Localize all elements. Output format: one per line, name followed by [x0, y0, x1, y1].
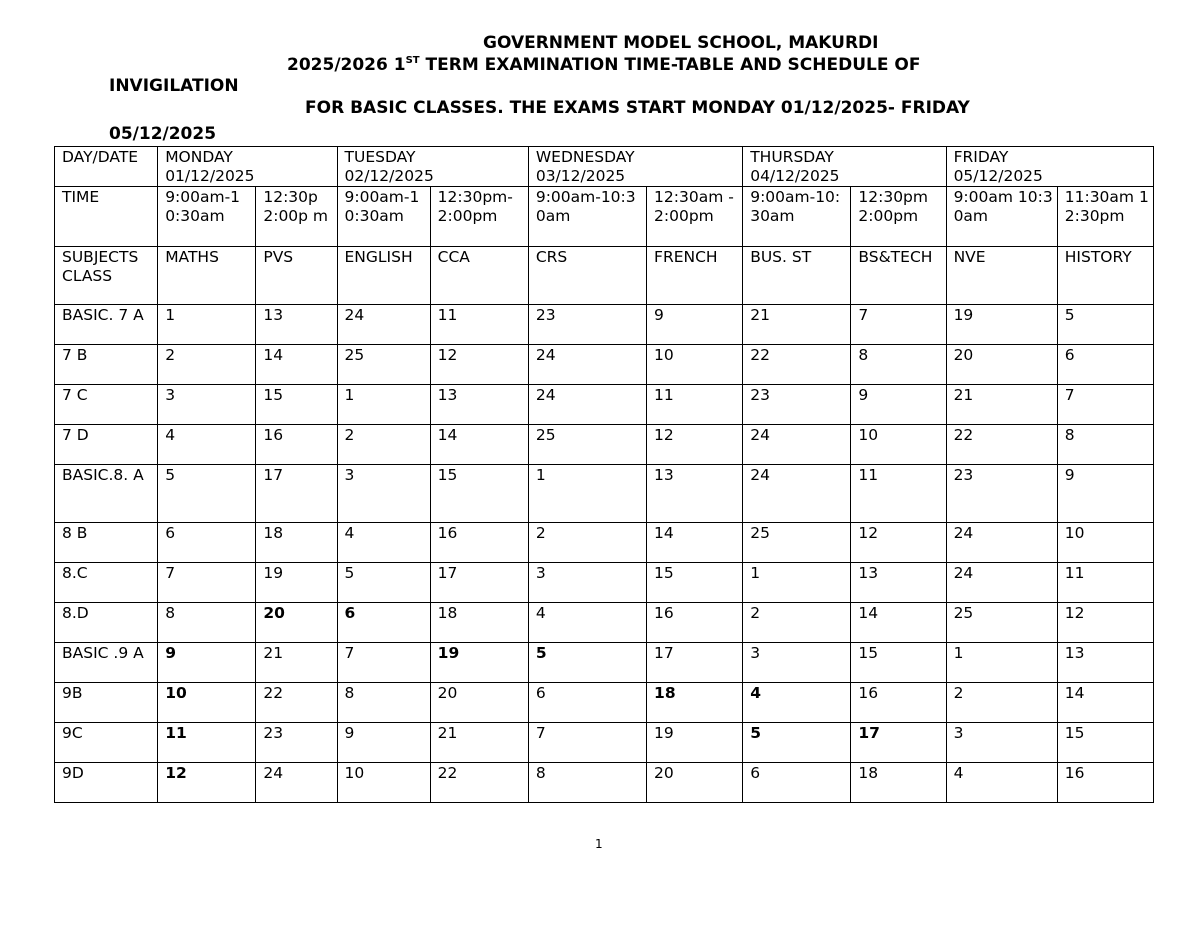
room-number-cell: 5	[743, 723, 851, 763]
room-number-cell: 9	[851, 385, 946, 425]
room-number-cell: 20	[647, 763, 743, 803]
room-number-cell: 10	[158, 683, 256, 723]
room-number-cell: 3	[946, 723, 1057, 763]
room-number-cell: 12	[1057, 603, 1153, 643]
room-number-cell: 25	[946, 603, 1057, 643]
room-number-cell: 7	[337, 643, 430, 683]
time-cell: 9:00am 10:30am	[946, 187, 1057, 247]
room-number-cell: 25	[743, 523, 851, 563]
room-number-cell: 3	[743, 643, 851, 683]
room-number-cell: 2	[946, 683, 1057, 723]
room-number-cell: 17	[430, 563, 528, 603]
room-number-cell: 16	[256, 425, 337, 465]
room-number-cell: 25	[528, 425, 646, 465]
subject-cell: NVE	[946, 247, 1057, 305]
room-number-cell: 5	[528, 643, 646, 683]
time-cell: 9:00am-10:30am	[743, 187, 851, 247]
room-number-cell: 24	[946, 563, 1057, 603]
time-cell: 9:00am-10:30am	[158, 187, 256, 247]
room-number-cell: 17	[851, 723, 946, 763]
class-row	[55, 563, 1154, 603]
class-row	[55, 425, 1154, 465]
class-rows	[55, 305, 1154, 803]
time-cell: 12:30p 2:00p m	[256, 187, 337, 247]
class-label: 8 B	[55, 523, 158, 563]
class-label: 8.C	[55, 563, 158, 603]
room-number-cell: 14	[647, 523, 743, 563]
room-number-cell: 24	[528, 385, 646, 425]
room-number-cell: 10	[647, 345, 743, 385]
class-row	[55, 763, 1154, 803]
exam-title-superscript: ST	[405, 55, 420, 66]
room-number-cell: 5	[337, 563, 430, 603]
room-number-cell: 20	[256, 603, 337, 643]
class-label: BASIC. 7 A	[55, 305, 158, 345]
room-number-cell: 7	[528, 723, 646, 763]
room-number-cell: 4	[337, 523, 430, 563]
subject-cell: BUS. ST	[743, 247, 851, 305]
day-header-wednesday: WEDNESDAY 03/12/2025	[528, 147, 742, 187]
class-label: 7 B	[55, 345, 158, 385]
room-number-cell: 7	[1057, 385, 1153, 425]
room-number-cell: 3	[528, 563, 646, 603]
time-cell: 11:30am 12:30pm	[1057, 187, 1153, 247]
room-number-cell: 18	[647, 683, 743, 723]
subject-cell: MATHS	[158, 247, 256, 305]
room-number-cell: 2	[528, 523, 646, 563]
day-date-label: DAY/DATE	[55, 147, 158, 187]
exam-title-part-a: 2025/2026 1	[287, 55, 406, 75]
room-number-cell: 20	[946, 345, 1057, 385]
room-number-cell: 8	[851, 345, 946, 385]
room-number-cell: 5	[158, 465, 256, 523]
room-number-cell: 25	[337, 345, 430, 385]
subject-cell: FRENCH	[647, 247, 743, 305]
day-row	[55, 147, 1154, 187]
room-number-cell: 13	[1057, 643, 1153, 683]
room-number-cell: 9	[337, 723, 430, 763]
time-cell: 12:30am - 2:00pm	[647, 187, 743, 247]
room-number-cell: 13	[851, 563, 946, 603]
room-number-cell: 18	[430, 603, 528, 643]
subject-cell: PVS	[256, 247, 337, 305]
subject-cell: CRS	[528, 247, 646, 305]
room-number-cell: 21	[946, 385, 1057, 425]
class-row	[55, 523, 1154, 563]
room-number-cell: 19	[647, 723, 743, 763]
class-label: BASIC .9 A	[55, 643, 158, 683]
room-number-cell: 23	[256, 723, 337, 763]
room-number-cell: 14	[256, 345, 337, 385]
room-number-cell: 4	[946, 763, 1057, 803]
room-number-cell: 11	[851, 465, 946, 523]
room-number-cell: 6	[743, 763, 851, 803]
room-number-cell: 13	[256, 305, 337, 345]
day-header-monday: MONDAY 01/12/2025	[158, 147, 337, 187]
time-cell: 9:00am-10:30am	[337, 187, 430, 247]
room-number-cell: 16	[1057, 763, 1153, 803]
room-number-cell: 1	[528, 465, 646, 523]
room-number-cell: 1	[337, 385, 430, 425]
room-number-cell: 6	[1057, 345, 1153, 385]
room-number-cell: 18	[851, 763, 946, 803]
room-number-cell: 18	[256, 523, 337, 563]
room-number-cell: 24	[743, 425, 851, 465]
class-row	[55, 345, 1154, 385]
room-number-cell: 15	[851, 643, 946, 683]
room-number-cell: 24	[256, 763, 337, 803]
day-header-thursday: THURSDAY 04/12/2025	[743, 147, 946, 187]
page-number: 1	[595, 837, 603, 851]
time-cell: 12:30pm-2:00pm	[430, 187, 528, 247]
room-number-cell: 11	[647, 385, 743, 425]
room-number-cell: 6	[158, 523, 256, 563]
room-number-cell: 22	[430, 763, 528, 803]
room-number-cell: 2	[743, 603, 851, 643]
room-number-cell: 7	[158, 563, 256, 603]
room-number-cell: 9	[1057, 465, 1153, 523]
room-number-cell: 23	[946, 465, 1057, 523]
subject-cell: CCA	[430, 247, 528, 305]
school-title: GOVERNMENT MODEL SCHOOL, MAKURDI	[483, 33, 879, 53]
day-header-friday: FRIDAY 05/12/2025	[946, 147, 1153, 187]
room-number-cell: 21	[743, 305, 851, 345]
class-row	[55, 603, 1154, 643]
room-number-cell: 19	[946, 305, 1057, 345]
room-number-cell: 20	[430, 683, 528, 723]
exam-title	[287, 55, 920, 75]
class-label: 9B	[55, 683, 158, 723]
room-number-cell: 16	[851, 683, 946, 723]
room-number-cell: 24	[528, 345, 646, 385]
class-label: 8.D	[55, 603, 158, 643]
subject-cell: ENGLISH	[337, 247, 430, 305]
room-number-cell: 15	[1057, 723, 1153, 763]
room-number-cell: 10	[337, 763, 430, 803]
class-row	[55, 643, 1154, 683]
class-label: 7 C	[55, 385, 158, 425]
exam-end-date: 05/12/2025	[109, 124, 217, 144]
room-number-cell: 8	[528, 763, 646, 803]
room-number-cell: 2	[158, 345, 256, 385]
room-number-cell: 14	[851, 603, 946, 643]
room-number-cell: 22	[743, 345, 851, 385]
room-number-cell: 8	[158, 603, 256, 643]
subject-cell: HISTORY	[1057, 247, 1153, 305]
room-number-cell: 4	[158, 425, 256, 465]
room-number-cell: 1	[743, 563, 851, 603]
day-header-tuesday: TUESDAY 02/12/2025	[337, 147, 528, 187]
room-number-cell: 24	[743, 465, 851, 523]
room-number-cell: 16	[430, 523, 528, 563]
room-number-cell: 12	[851, 523, 946, 563]
room-number-cell: 17	[647, 643, 743, 683]
class-row	[55, 465, 1154, 523]
room-number-cell: 13	[430, 385, 528, 425]
room-number-cell: 10	[1057, 523, 1153, 563]
subject-cell: BS&TECH	[851, 247, 946, 305]
class-row	[55, 385, 1154, 425]
room-number-cell: 11	[430, 305, 528, 345]
timetable	[54, 146, 1154, 803]
class-label: BASIC.8. A	[55, 465, 158, 523]
room-number-cell: 24	[337, 305, 430, 345]
room-number-cell: 21	[430, 723, 528, 763]
room-number-cell: 7	[851, 305, 946, 345]
room-number-cell: 12	[647, 425, 743, 465]
room-number-cell: 5	[1057, 305, 1153, 345]
room-number-cell: 16	[647, 603, 743, 643]
room-number-cell: 21	[256, 643, 337, 683]
invigilation-heading: INVIGILATION	[109, 76, 239, 96]
room-number-cell: 6	[528, 683, 646, 723]
room-number-cell: 14	[1057, 683, 1153, 723]
room-number-cell: 4	[743, 683, 851, 723]
room-number-cell: 1	[158, 305, 256, 345]
room-number-cell: 9	[158, 643, 256, 683]
room-number-cell: 11	[1057, 563, 1153, 603]
room-number-cell: 19	[430, 643, 528, 683]
time-label: TIME	[55, 187, 158, 247]
room-number-cell: 11	[158, 723, 256, 763]
room-number-cell: 3	[337, 465, 430, 523]
subject-row	[55, 247, 1154, 305]
room-number-cell: 24	[946, 523, 1057, 563]
room-number-cell: 8	[337, 683, 430, 723]
room-number-cell: 15	[430, 465, 528, 523]
room-number-cell: 13	[647, 465, 743, 523]
room-number-cell: 9	[647, 305, 743, 345]
class-label: 7 D	[55, 425, 158, 465]
class-label: 9D	[55, 763, 158, 803]
room-number-cell: 6	[337, 603, 430, 643]
room-number-cell: 2	[337, 425, 430, 465]
class-row	[55, 683, 1154, 723]
exam-title-part-b: TERM EXAMINATION TIME-TABLE AND SCHEDULE OF	[419, 55, 921, 75]
time-cell: 12:30pm 2:00pm	[851, 187, 946, 247]
room-number-cell: 19	[256, 563, 337, 603]
room-number-cell: 22	[946, 425, 1057, 465]
room-number-cell: 22	[256, 683, 337, 723]
room-number-cell: 17	[256, 465, 337, 523]
class-label: 9C	[55, 723, 158, 763]
room-number-cell: 3	[158, 385, 256, 425]
room-number-cell: 1	[946, 643, 1057, 683]
subjects-class-label: SUBJECTS CLASS	[55, 247, 158, 305]
class-row	[55, 723, 1154, 763]
room-number-cell: 4	[528, 603, 646, 643]
room-number-cell: 14	[430, 425, 528, 465]
room-number-cell: 15	[647, 563, 743, 603]
time-cell: 9:00am-10:30am	[528, 187, 646, 247]
room-number-cell: 12	[430, 345, 528, 385]
exam-dates-line: FOR BASIC CLASSES. THE EXAMS START MONDAY 01/12/2025- FRIDAY	[305, 98, 970, 118]
room-number-cell: 23	[528, 305, 646, 345]
room-number-cell: 23	[743, 385, 851, 425]
room-number-cell: 8	[1057, 425, 1153, 465]
room-number-cell: 10	[851, 425, 946, 465]
room-number-cell: 12	[158, 763, 256, 803]
class-row	[55, 305, 1154, 345]
room-number-cell: 15	[256, 385, 337, 425]
time-row	[55, 187, 1154, 247]
